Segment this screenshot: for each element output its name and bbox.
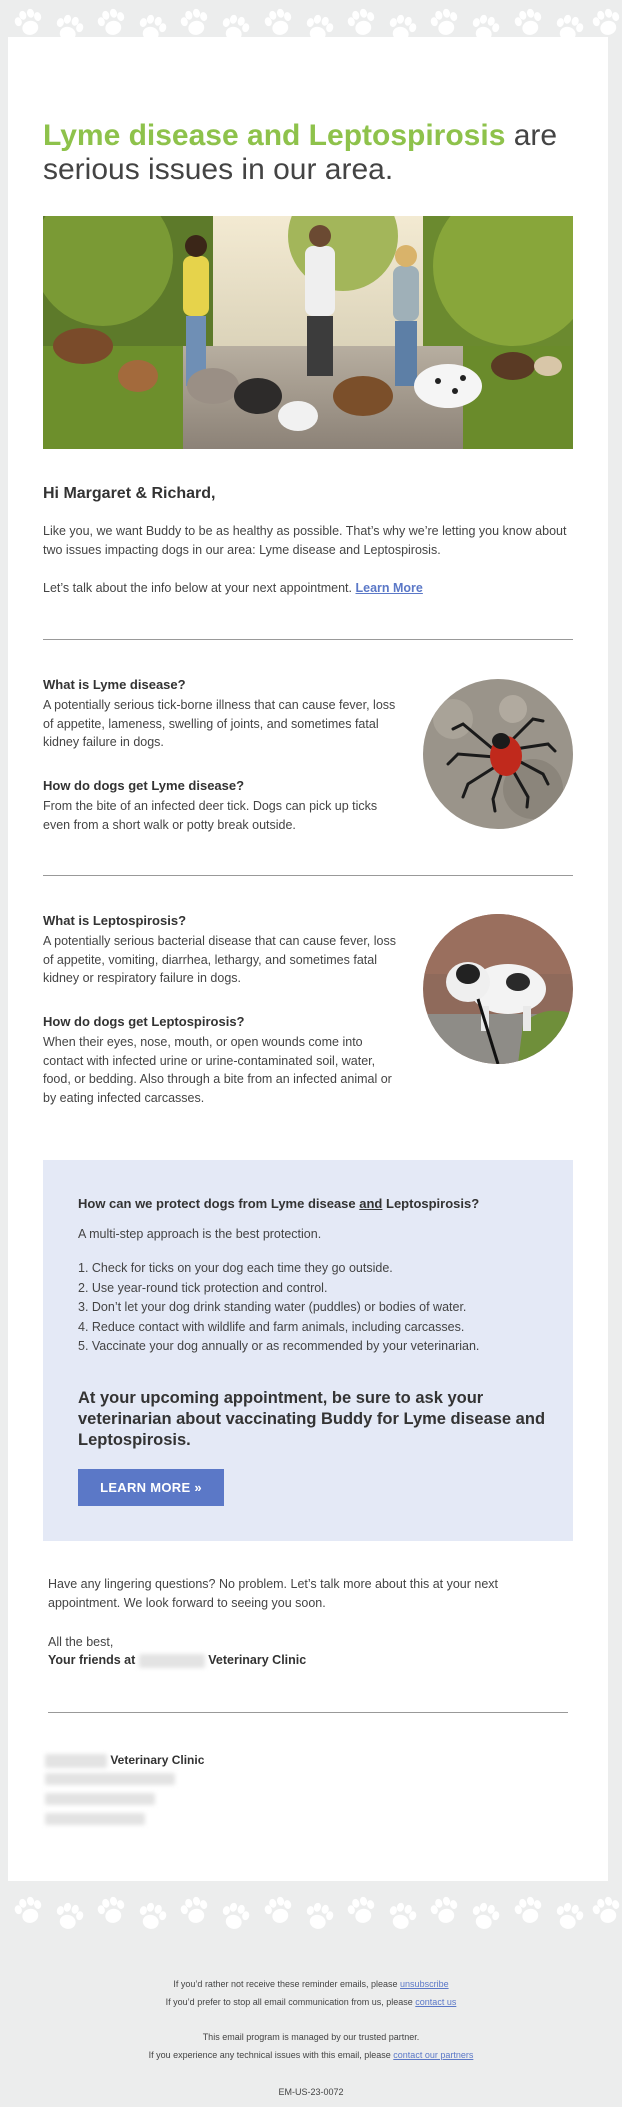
clinic-name-suffix: Veterinary Clinic xyxy=(110,1753,205,1767)
unsubscribe-link[interactable]: unsubscribe xyxy=(400,1979,449,1989)
contact-us-link[interactable]: contact us xyxy=(415,1997,457,2007)
signature xyxy=(48,1651,548,1670)
protection-title-part: Leptospirosis? xyxy=(382,1196,480,1211)
footer-text: If you’d rather not receive these reminder emails, please xyxy=(173,1979,401,1989)
footer-partner-line: This email program is managed by our trusted partner. xyxy=(202,2032,420,2042)
protection-title-part: How can we protect dogs from Lyme disease xyxy=(78,1196,360,1211)
paw-print-icon xyxy=(465,1898,506,1936)
paw-print-icon xyxy=(49,1898,90,1936)
bulldog-photo xyxy=(423,914,573,1064)
redacted-address xyxy=(45,1793,155,1805)
paw-print-icon xyxy=(92,1892,133,1930)
lyme-answer: A potentially serious tick-borne illness that can cause fever, loss of appetite, lameness, swelling of joints, and sometimes fatal kidney failure in dogs. xyxy=(43,698,396,749)
paw-print-icon xyxy=(587,1892,622,1930)
intro-learn-more-line xyxy=(43,579,573,598)
paw-print-icon xyxy=(425,1892,466,1930)
clinic-info xyxy=(45,1753,575,1768)
learn-more-button[interactable]: LEARN MORE » xyxy=(78,1469,224,1506)
lepto-transmission-heading: How do dogs get Leptospirosis? xyxy=(43,1014,245,1029)
greeting: Hi Margaret & Richard, xyxy=(43,485,216,502)
redacted-phone xyxy=(45,1813,145,1825)
paw-print-icon xyxy=(259,1892,300,1930)
closing-paragraph: Have any lingering questions? No problem. Let’s talk more about this at your next appointment. We look forward to seeing you soon. xyxy=(48,1577,499,1610)
lyme-transmission-answer: From the bite of an infected deer tick. Dogs can pick up ticks even from a short walk or potty break outside. xyxy=(43,799,378,832)
email-card xyxy=(8,37,608,1881)
paw-print-icon xyxy=(9,1892,50,1930)
intro-paragraph: Like you, we want Buddy to be as healthy as possible. That’s why we’re letting you know about two issues impacting dogs in our area: Lyme disease and Leptospirosis. xyxy=(43,524,567,557)
hero-image xyxy=(43,216,573,449)
protection-steps xyxy=(78,1259,548,1357)
lepto-transmission-answer: When their eyes, nose, mouth, or open wounds come into contact with infected urine or urine-contaminated soil, water, food, or bedding. Also through a bite from an infected animal or by eating infected carcasses. xyxy=(43,1035,392,1105)
redacted-address xyxy=(45,1773,175,1785)
paw-print-icon xyxy=(549,1898,590,1936)
protection-title-and: and xyxy=(359,1196,383,1211)
paw-print-icon xyxy=(342,1892,383,1930)
paw-print-icon xyxy=(175,1892,216,1930)
paw-print-icon xyxy=(215,1898,256,1936)
list-item: 5. Vaccinate your dog annually or as recommended by your veterinarian. xyxy=(78,1339,480,1353)
paw-print-icon xyxy=(132,1898,173,1936)
redacted-clinic-name xyxy=(139,1654,205,1668)
list-item: 4. Reduce contact with wildlife and farm animals, including carcasses. xyxy=(78,1319,465,1334)
protection-subtitle: A multi-step approach is the best protection. xyxy=(78,1227,322,1241)
list-item: 2. Use year-round tick protection and control. xyxy=(78,1280,328,1295)
paw-border-bottom xyxy=(0,1896,622,1936)
lyme-transmission-heading: How do dogs get Lyme disease? xyxy=(43,778,245,793)
lyme-question-heading: What is Lyme disease? xyxy=(43,677,186,692)
lepto-answer: A potentially serious bacterial disease that can cause fever, loss of appetite, vomiting, diarrhea, lethargy, and sometimes fatal kidney or respiratory failure in dogs. xyxy=(43,934,396,985)
divider xyxy=(43,639,573,640)
headline-accent: Lyme disease and Leptospirosis xyxy=(43,119,506,152)
headline-rest: are serious issues in our area. xyxy=(43,119,558,186)
tick-photo xyxy=(423,679,573,829)
signature-suffix: Veterinary Clinic xyxy=(208,1653,307,1667)
protection-title xyxy=(78,1196,548,1211)
footer-unsubscribe-line xyxy=(0,1975,622,1993)
protection-box xyxy=(43,1160,573,1541)
paw-print-icon xyxy=(382,1898,423,1936)
footer-contact-line xyxy=(0,1993,622,2011)
email-code: EM-US-23-0072 xyxy=(278,2087,344,2097)
list-item: 3. Don’t let your dog drink standing water (puddles) or bodies of water. xyxy=(78,1300,467,1314)
appointment-cta: At your upcoming appointment, be sure to ask your veterinarian about vaccinating Buddy for Lyme disease and Leptospirosis. xyxy=(78,1389,546,1449)
paw-print-icon xyxy=(509,1892,550,1930)
lepto-question-heading: What is Leptospirosis? xyxy=(43,913,187,928)
footer-text: If you experience any technical issues with this email, please xyxy=(148,2050,394,2060)
footer-text: If you’d prefer to stop all email communication from us, please xyxy=(165,1997,416,2007)
learn-more-link[interactable]: Learn More xyxy=(355,581,423,595)
footer-technical-line xyxy=(0,2046,622,2064)
contact-partners-link[interactable]: contact our partners xyxy=(393,2050,474,2060)
divider xyxy=(48,1712,568,1713)
divider xyxy=(43,875,573,876)
redacted-clinic-name xyxy=(45,1754,107,1768)
intro-text: Let’s talk about the info below at your next appointment. xyxy=(43,581,356,595)
dog-walkers-photo xyxy=(43,216,573,449)
signoff: All the best, xyxy=(48,1635,114,1649)
paw-print-icon xyxy=(299,1898,340,1936)
signature-prefix: Your friends at xyxy=(48,1653,136,1667)
list-item: 1. Check for ticks on your dog each time they go outside. xyxy=(78,1261,393,1275)
headline xyxy=(43,119,573,187)
